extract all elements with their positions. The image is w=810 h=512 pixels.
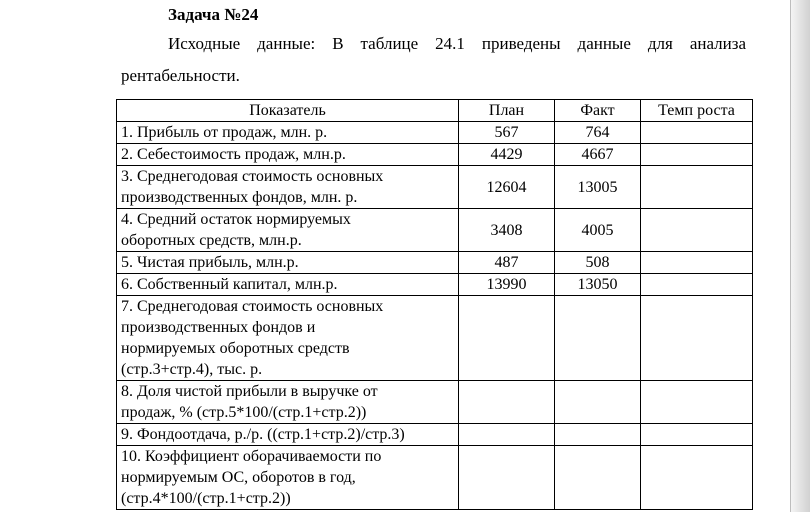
profitability-table — [116, 99, 753, 510]
plan-cell: 12604 — [459, 166, 555, 209]
growth-rate-cell — [641, 144, 753, 166]
indicator-line: продаж, % (стр.5*100/(стр.1+стр.2)) — [121, 404, 367, 421]
fact-cell — [555, 296, 641, 381]
intro-paragraph-line-1: Исходные данные: В таблице 24.1 приведены данные для анализа — [168, 34, 746, 53]
plan-cell: 13990 — [459, 274, 555, 296]
indicator-line: нормируемых оборотных средств — [121, 340, 350, 357]
indicator-cell — [117, 144, 459, 166]
table-row — [117, 296, 753, 381]
growth-rate-cell — [641, 381, 753, 424]
table-row — [117, 424, 753, 446]
indicator-cell — [117, 209, 459, 252]
indicator-line: оборотных средств, млн.р. — [121, 232, 302, 249]
indicator-line: 7. Среднегодовая стоимость основных — [121, 298, 384, 315]
indicator-line: 9. Фондоотдача, р./р. ((стр.1+стр.2)/стр.3) — [121, 426, 405, 443]
indicator-cell — [117, 122, 459, 144]
indicator-line: 3. Среднегодовая стоимость основных — [121, 168, 384, 185]
plan-cell: 567 — [459, 122, 555, 144]
table-row — [117, 209, 753, 252]
table-row — [117, 122, 753, 144]
growth-rate-cell — [641, 446, 753, 510]
table-row — [117, 446, 753, 510]
plan-cell — [459, 424, 555, 446]
growth-rate-cell — [641, 252, 753, 274]
indicator-cell — [117, 446, 459, 510]
indicator-line: производственных фондов и — [121, 319, 316, 336]
indicator-line: 6. Собственный капитал, млн.р. — [121, 276, 338, 293]
indicator-line: 10. Коэффициент оборачиваемости по — [121, 448, 382, 465]
indicator-line: 8. Доля чистой прибыли в выручке от — [121, 383, 378, 400]
plan-cell — [459, 381, 555, 424]
fact-cell — [555, 381, 641, 424]
header-fact: Факт — [555, 100, 641, 122]
fact-cell: 4667 — [555, 144, 641, 166]
indicator-cell — [117, 166, 459, 209]
indicator-line: (стр.3+стр.4), тыс. р. — [121, 361, 263, 378]
plan-cell: 3408 — [459, 209, 555, 252]
indicator-line: нормируемым ОС, оборотов в год, — [121, 469, 356, 486]
fact-cell — [555, 424, 641, 446]
plan-cell: 487 — [459, 252, 555, 274]
plan-cell — [459, 446, 555, 510]
fact-cell: 13005 — [555, 166, 641, 209]
table-header-row — [117, 100, 753, 122]
indicator-cell — [117, 274, 459, 296]
table-row — [117, 381, 753, 424]
indicator-line: 5. Чистая прибыль, млн.р. — [121, 254, 299, 271]
fact-cell — [555, 446, 641, 510]
growth-rate-cell — [641, 296, 753, 381]
growth-rate-cell — [641, 209, 753, 252]
fact-cell: 508 — [555, 252, 641, 274]
indicator-cell — [117, 296, 459, 381]
indicator-line: 1. Прибыль от продаж, млн. р. — [121, 124, 328, 141]
window-edge — [790, 0, 810, 512]
growth-rate-cell — [641, 274, 753, 296]
fact-cell: 4005 — [555, 209, 641, 252]
indicator-cell — [117, 424, 459, 446]
indicator-cell — [117, 381, 459, 424]
fact-cell: 13050 — [555, 274, 641, 296]
intro-paragraph-line-2: рентабельности. — [121, 66, 240, 85]
indicator-line: 2. Себестоимость продаж, млн.р. — [121, 146, 346, 163]
header-growth-rate: Темп роста — [641, 100, 753, 122]
table-row — [117, 274, 753, 296]
growth-rate-cell — [641, 122, 753, 144]
indicator-cell — [117, 252, 459, 274]
plan-cell: 4429 — [459, 144, 555, 166]
table-row — [117, 166, 753, 209]
indicator-line: производственных фондов, млн. р. — [121, 189, 358, 206]
indicator-line: 4. Средний остаток нормируемых — [121, 211, 351, 228]
header-plan: План — [459, 100, 555, 122]
indicator-line: (стр.4*100/(стр.1+стр.2)) — [121, 490, 291, 507]
plan-cell — [459, 296, 555, 381]
table-row — [117, 252, 753, 274]
header-indicator: Показатель — [117, 100, 459, 122]
growth-rate-cell — [641, 424, 753, 446]
growth-rate-cell — [641, 166, 753, 209]
fact-cell: 764 — [555, 122, 641, 144]
task-title: Задача №24 — [168, 5, 259, 24]
table-row — [117, 144, 753, 166]
